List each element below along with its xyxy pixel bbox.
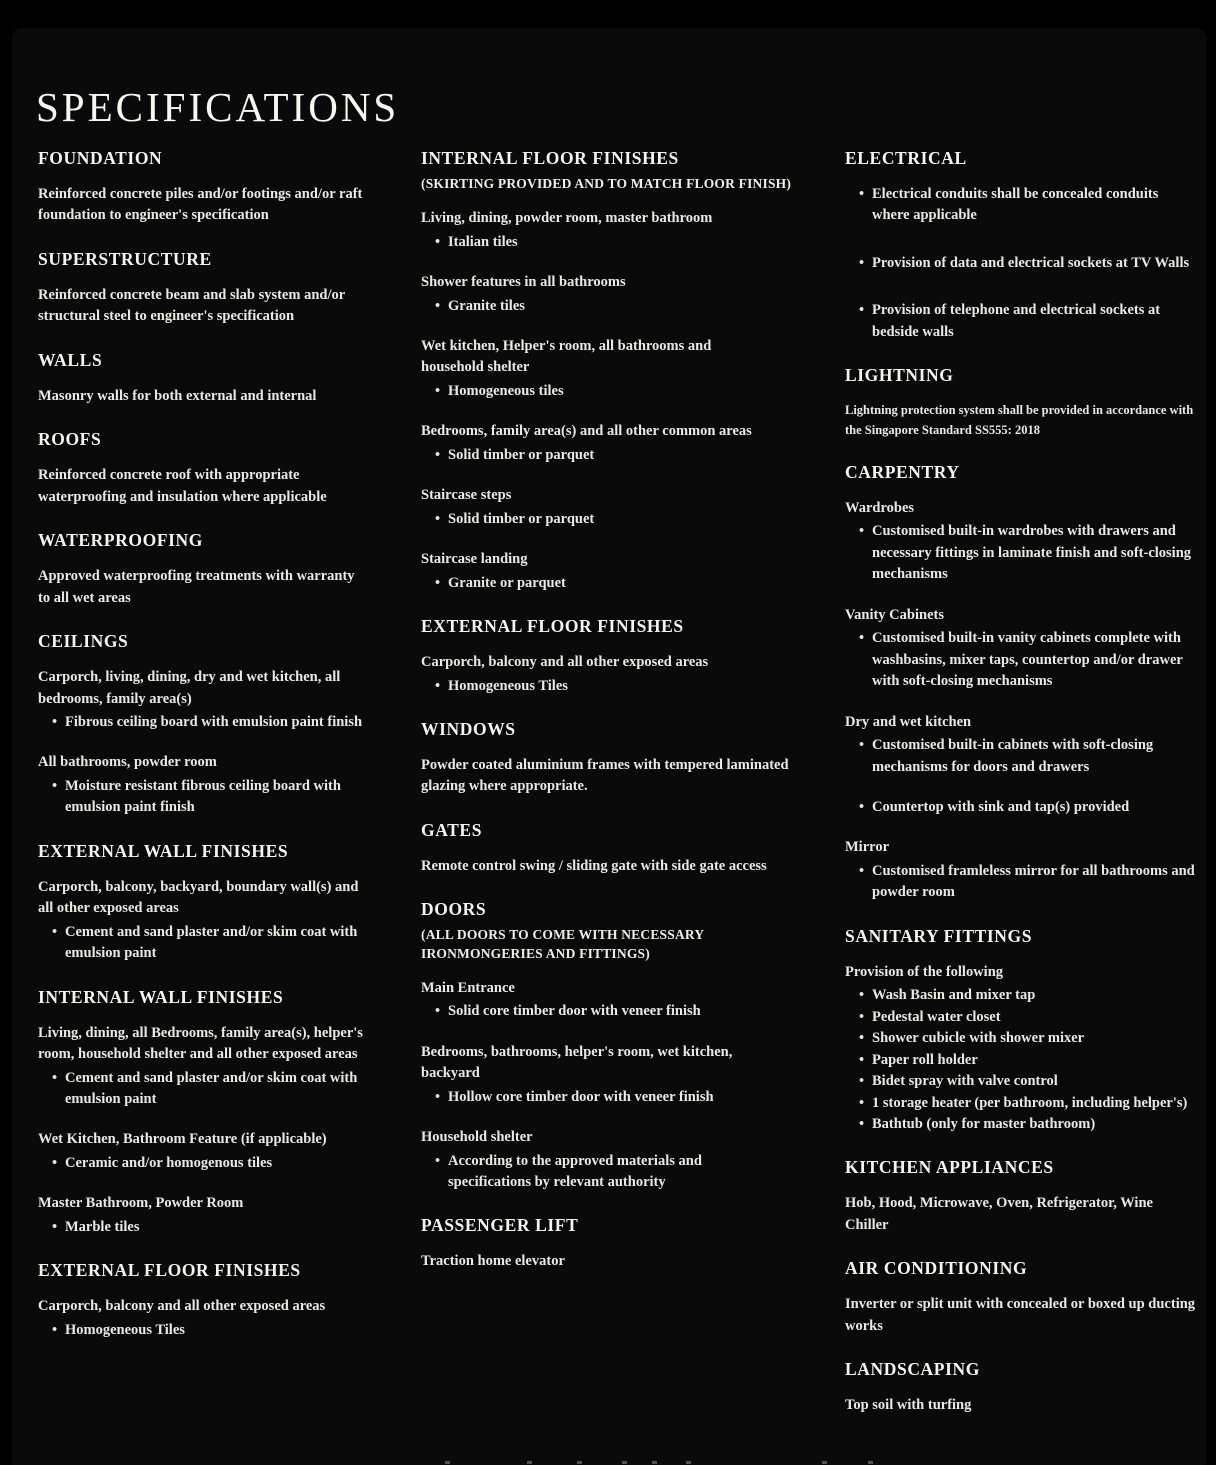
section-heading: SUPERSTRUCTURE bbox=[38, 248, 212, 269]
section-superstructure bbox=[38, 249, 363, 328]
paragraph: Reinforced concrete beam and slab system and/or structural steel to engineer's specification bbox=[38, 286, 345, 325]
section-electrical bbox=[845, 148, 1196, 343]
bullet-item: • Countertop with sink and tap(s) provided bbox=[859, 797, 1196, 818]
section-landscaping bbox=[845, 1359, 1196, 1416]
group-label: Staircase landing bbox=[421, 551, 528, 568]
paragraph: Lightning protection system shall be provided in accordance with the Singapore Standard SS555: 2018 bbox=[845, 403, 1194, 437]
section-heading: PASSENGER LIFT bbox=[421, 1215, 579, 1236]
bullet-item: • Marble tiles bbox=[52, 1217, 363, 1238]
bullet-list bbox=[845, 797, 1196, 818]
spec-group bbox=[421, 978, 766, 1023]
bullet-list bbox=[845, 861, 1196, 904]
bullet-list bbox=[845, 628, 1196, 692]
clipped-text-artifact bbox=[686, 1461, 691, 1464]
spec-group bbox=[38, 667, 363, 733]
spec-columns bbox=[38, 148, 1196, 1439]
section-internal-wall-finishes bbox=[38, 987, 363, 1239]
spec-group bbox=[421, 336, 766, 402]
bullet-item: • Provision of telephone and electrical sockets at bedside walls bbox=[859, 300, 1196, 343]
section-lightning bbox=[845, 365, 1196, 440]
section-walls bbox=[38, 350, 363, 407]
paragraph: Traction home elevator bbox=[421, 1253, 565, 1270]
section-heading: INTERNAL WALL FINISHES bbox=[38, 986, 284, 1007]
section-internal-floor-finishes bbox=[421, 148, 793, 594]
bullet-item: • Wash Basin and mixer tap bbox=[859, 985, 1196, 1006]
spec-group bbox=[421, 272, 766, 317]
section-heading: AIR CONDITIONING bbox=[845, 1258, 1028, 1279]
section-heading: ELECTRICAL bbox=[845, 148, 967, 168]
group-label: Bedrooms, family area(s) and all other common areas bbox=[421, 423, 752, 440]
section-kitchen-appliances bbox=[845, 1157, 1196, 1236]
clipped-text-artifact bbox=[577, 1461, 582, 1464]
section-passenger-lift bbox=[421, 1215, 793, 1272]
spec-group bbox=[845, 184, 1196, 343]
spec-group bbox=[421, 1127, 766, 1193]
clipped-text-artifact bbox=[868, 1461, 873, 1464]
section-heading: CEILINGS bbox=[38, 631, 129, 652]
section-air-conditioning bbox=[845, 1258, 1196, 1337]
spec-group bbox=[38, 1296, 363, 1341]
spec-group bbox=[845, 837, 1196, 903]
clipped-text-artifact bbox=[527, 1461, 532, 1464]
spec-group bbox=[38, 1129, 363, 1174]
section-heading: LANDSCAPING bbox=[845, 1359, 980, 1380]
bullet-item: • Cement and sand plaster and/or skim coat with emulsion paint bbox=[52, 1068, 363, 1111]
group-label: Dry and wet kitchen bbox=[845, 713, 972, 730]
clipped-text-artifact bbox=[445, 1461, 450, 1464]
section-gates bbox=[421, 820, 793, 877]
section-heading: EXTERNAL WALL FINISHES bbox=[38, 840, 289, 861]
bullet-item: • Italian tiles bbox=[435, 232, 766, 253]
group-label: Staircase steps bbox=[421, 487, 512, 504]
section-heading: WINDOWS bbox=[421, 719, 516, 740]
bullet-item: • Hollow core timber door with veneer finish bbox=[435, 1087, 766, 1108]
bullet-list bbox=[421, 1001, 766, 1022]
spec-group bbox=[38, 877, 363, 965]
bullet-list bbox=[38, 712, 363, 733]
spec-group bbox=[421, 549, 766, 594]
paragraph: Top soil with turfing bbox=[845, 1397, 972, 1414]
bullet-item: • Fibrous ceiling board with emulsion paint finish bbox=[52, 712, 363, 733]
section-heading: SANITARY FITTINGS bbox=[845, 925, 1033, 946]
bullet-list bbox=[845, 985, 1196, 1135]
group-label: Mirror bbox=[845, 839, 890, 856]
bullet-list bbox=[845, 521, 1196, 585]
spec-group bbox=[845, 712, 1196, 778]
bullet-list bbox=[38, 922, 363, 965]
spec-group bbox=[38, 752, 363, 818]
bullet-list bbox=[421, 1087, 766, 1108]
bullet-item: • Granite tiles bbox=[435, 296, 766, 317]
section-heading: DOORS bbox=[421, 899, 487, 920]
section-heading: FOUNDATION bbox=[38, 148, 163, 168]
bullet-item: • Homogeneous Tiles bbox=[52, 1320, 363, 1341]
bullet-list bbox=[421, 381, 766, 402]
bullet-list bbox=[845, 735, 1196, 778]
bullet-item: • Electrical conduits shall be concealed conduits where applicable bbox=[859, 184, 1196, 227]
section-windows bbox=[421, 719, 793, 798]
page-title: SPECIFICATIONS bbox=[36, 84, 400, 131]
spec-column-right bbox=[845, 148, 1196, 1439]
section-external-floor-finishes bbox=[421, 616, 793, 697]
bullet-item: • Solid timber or parquet bbox=[435, 509, 766, 530]
section-heading: EXTERNAL FLOOR FINISHES bbox=[421, 616, 684, 637]
bullet-list bbox=[38, 1320, 363, 1341]
group-label: Wet Kitchen, Bathroom Feature (if applicable) bbox=[38, 1131, 327, 1148]
group-label: Carporch, balcony, backyard, boundary wall(s) and all other exposed areas bbox=[38, 878, 359, 917]
bullet-item: • Bidet spray with valve control bbox=[859, 1071, 1196, 1092]
spec-group bbox=[845, 797, 1196, 818]
group-label: All bathrooms, powder room bbox=[38, 754, 217, 771]
bullet-item: • Customised built-in cabinets with soft-closing mechanisms for doors and drawers bbox=[859, 735, 1196, 778]
spec-group bbox=[421, 1042, 766, 1108]
bullet-item: • Solid core timber door with veneer finish bbox=[435, 1001, 766, 1022]
group-label: Carporch, balcony and all other exposed areas bbox=[38, 1298, 326, 1315]
spec-group bbox=[421, 421, 766, 466]
clipped-text-artifact bbox=[622, 1461, 627, 1464]
bullet-item: • Customised built-in vanity cabinets complete with washbasins, mixer taps, countertop and/or drawer with soft-closing mechanisms bbox=[859, 628, 1196, 692]
bullet-item: • Homogeneous tiles bbox=[435, 381, 766, 402]
bullet-list bbox=[421, 509, 766, 530]
spec-group bbox=[421, 652, 766, 697]
group-label: Household shelter bbox=[421, 1129, 533, 1146]
section-heading: KITCHEN APPLIANCES bbox=[845, 1157, 1054, 1178]
bullet-list bbox=[38, 776, 363, 819]
bullet-list bbox=[421, 445, 766, 466]
spec-group bbox=[421, 485, 766, 530]
clipped-text-artifact bbox=[822, 1461, 827, 1464]
section-ceilings bbox=[38, 631, 363, 819]
bullet-list bbox=[421, 1151, 766, 1194]
group-label: Carporch, balcony and all other exposed areas bbox=[421, 654, 709, 671]
bullet-list bbox=[421, 232, 766, 253]
bullet-item: • Granite or parquet bbox=[435, 573, 766, 594]
group-label: Living, dining, powder room, master bathroom bbox=[421, 210, 713, 227]
bullet-item: • Cement and sand plaster and/or skim coat with emulsion paint bbox=[52, 922, 363, 965]
bullet-list bbox=[38, 1217, 363, 1238]
section-carpentry bbox=[845, 462, 1196, 904]
paragraph: Reinforced concrete piles and/or footings and/or raft foundation to engineer's specification bbox=[38, 186, 363, 224]
spec-group bbox=[38, 1193, 363, 1238]
section-heading: INTERNAL FLOOR FINISHES bbox=[421, 148, 679, 168]
group-label: Living, dining, all Bedrooms, family area(s), helper's room, household shelter and all other exposed areas bbox=[38, 1024, 363, 1063]
spec-group bbox=[421, 208, 766, 253]
group-label: Provision of the following bbox=[845, 963, 1004, 980]
bullet-item: • According to the approved materials and specifications by relevant authority bbox=[435, 1151, 766, 1194]
section-external-wall-finishes bbox=[38, 841, 363, 965]
section-sanitary-fittings bbox=[845, 926, 1196, 1136]
section-heading: GATES bbox=[421, 819, 483, 840]
section-heading: LIGHTNING bbox=[845, 365, 954, 386]
spec-column-middle bbox=[421, 148, 793, 1439]
group-label: Master Bathroom, Powder Room bbox=[38, 1195, 244, 1212]
group-label: Vanity Cabinets bbox=[845, 606, 944, 623]
spec-group bbox=[845, 605, 1196, 693]
section-waterproofing bbox=[38, 530, 363, 609]
bullet-item: • Provision of data and electrical sockets at TV Walls bbox=[859, 253, 1196, 274]
bullet-item: • 1 storage heater (per bathroom, including helper's) bbox=[859, 1093, 1196, 1114]
section-roofs bbox=[38, 429, 363, 508]
section-heading: WALLS bbox=[38, 349, 103, 370]
spec-group bbox=[38, 1023, 363, 1111]
spec-column-left bbox=[38, 148, 363, 1439]
group-label: Wet kitchen, Helper's room, all bathrooms and household shelter bbox=[421, 338, 712, 376]
section-doors bbox=[421, 899, 793, 1193]
bullet-item: • Customised framleless mirror for all bathrooms and powder room bbox=[859, 861, 1196, 904]
spec-group bbox=[845, 498, 1196, 586]
bullet-list bbox=[845, 184, 1196, 343]
bullet-item: • Homogeneous Tiles bbox=[435, 676, 766, 697]
paragraph: Remote control swing / sliding gate with side gate access bbox=[421, 857, 767, 874]
group-label: Shower features in all bathrooms bbox=[421, 274, 626, 291]
paragraph: Inverter or split unit with concealed or boxed up ducting works bbox=[845, 1296, 1196, 1334]
bullet-list bbox=[38, 1068, 363, 1111]
paragraph: Masonry walls for both external and internal bbox=[38, 387, 317, 404]
spec-group bbox=[845, 962, 1196, 1136]
section-external-floor-finishes bbox=[38, 1260, 363, 1341]
bullet-item: • Pedestal water closet bbox=[859, 1007, 1196, 1028]
section-heading: ROOFS bbox=[38, 429, 102, 450]
bullet-item: • Moisture resistant fibrous ceiling board with emulsion paint finish bbox=[52, 776, 363, 819]
section-heading: WATERPROOFING bbox=[38, 530, 203, 551]
bullet-list bbox=[421, 573, 766, 594]
section-heading: CARPENTRY bbox=[845, 462, 960, 483]
bullet-item: • Shower cubicle with shower mixer bbox=[859, 1028, 1196, 1049]
paragraph: Reinforced concrete roof with appropriate waterproofing and insulation where applicable bbox=[38, 467, 327, 505]
section-foundation bbox=[38, 148, 363, 227]
bullet-item: • Paper roll holder bbox=[859, 1050, 1196, 1071]
paragraph: Powder coated aluminium frames with tempered laminated glazing where appropriate. bbox=[421, 757, 789, 795]
paragraph: Approved waterproofing treatments with warranty to all wet areas bbox=[38, 568, 355, 606]
bullet-item: • Bathtub (only for master bathroom) bbox=[859, 1114, 1196, 1135]
paragraph: Hob, Hood, Microwave, Oven, Refrigerator, Wine Chiller bbox=[845, 1195, 1153, 1233]
section-heading: EXTERNAL FLOOR FINISHES bbox=[38, 1260, 301, 1281]
section-note: (ALL DOORS TO COME WITH NECESSARY IRONMONGERIES AND FITTINGS) bbox=[421, 927, 704, 961]
bullet-item: • Solid timber or parquet bbox=[435, 445, 766, 466]
group-label: Carporch, living, dining, dry and wet kitchen, all bedrooms, family area(s) bbox=[38, 669, 341, 707]
group-label: Main Entrance bbox=[421, 979, 515, 996]
bullet-item: • Customised built-in wardrobes with drawers and necessary fittings in laminate finish and soft-closing mechanisms bbox=[859, 521, 1196, 585]
group-label: Bedrooms, bathrooms, helper's room, wet kitchen, backyard bbox=[421, 1043, 733, 1082]
bullet-list bbox=[421, 676, 766, 697]
bullet-item: • Ceramic and/or homogenous tiles bbox=[52, 1153, 363, 1174]
bullet-list bbox=[421, 296, 766, 317]
section-note: (SKIRTING PROVIDED AND TO MATCH FLOOR FINISH) bbox=[421, 176, 792, 191]
clipped-text-artifact bbox=[652, 1461, 657, 1464]
bullet-list bbox=[38, 1153, 363, 1174]
group-label: Wardrobes bbox=[845, 500, 915, 517]
